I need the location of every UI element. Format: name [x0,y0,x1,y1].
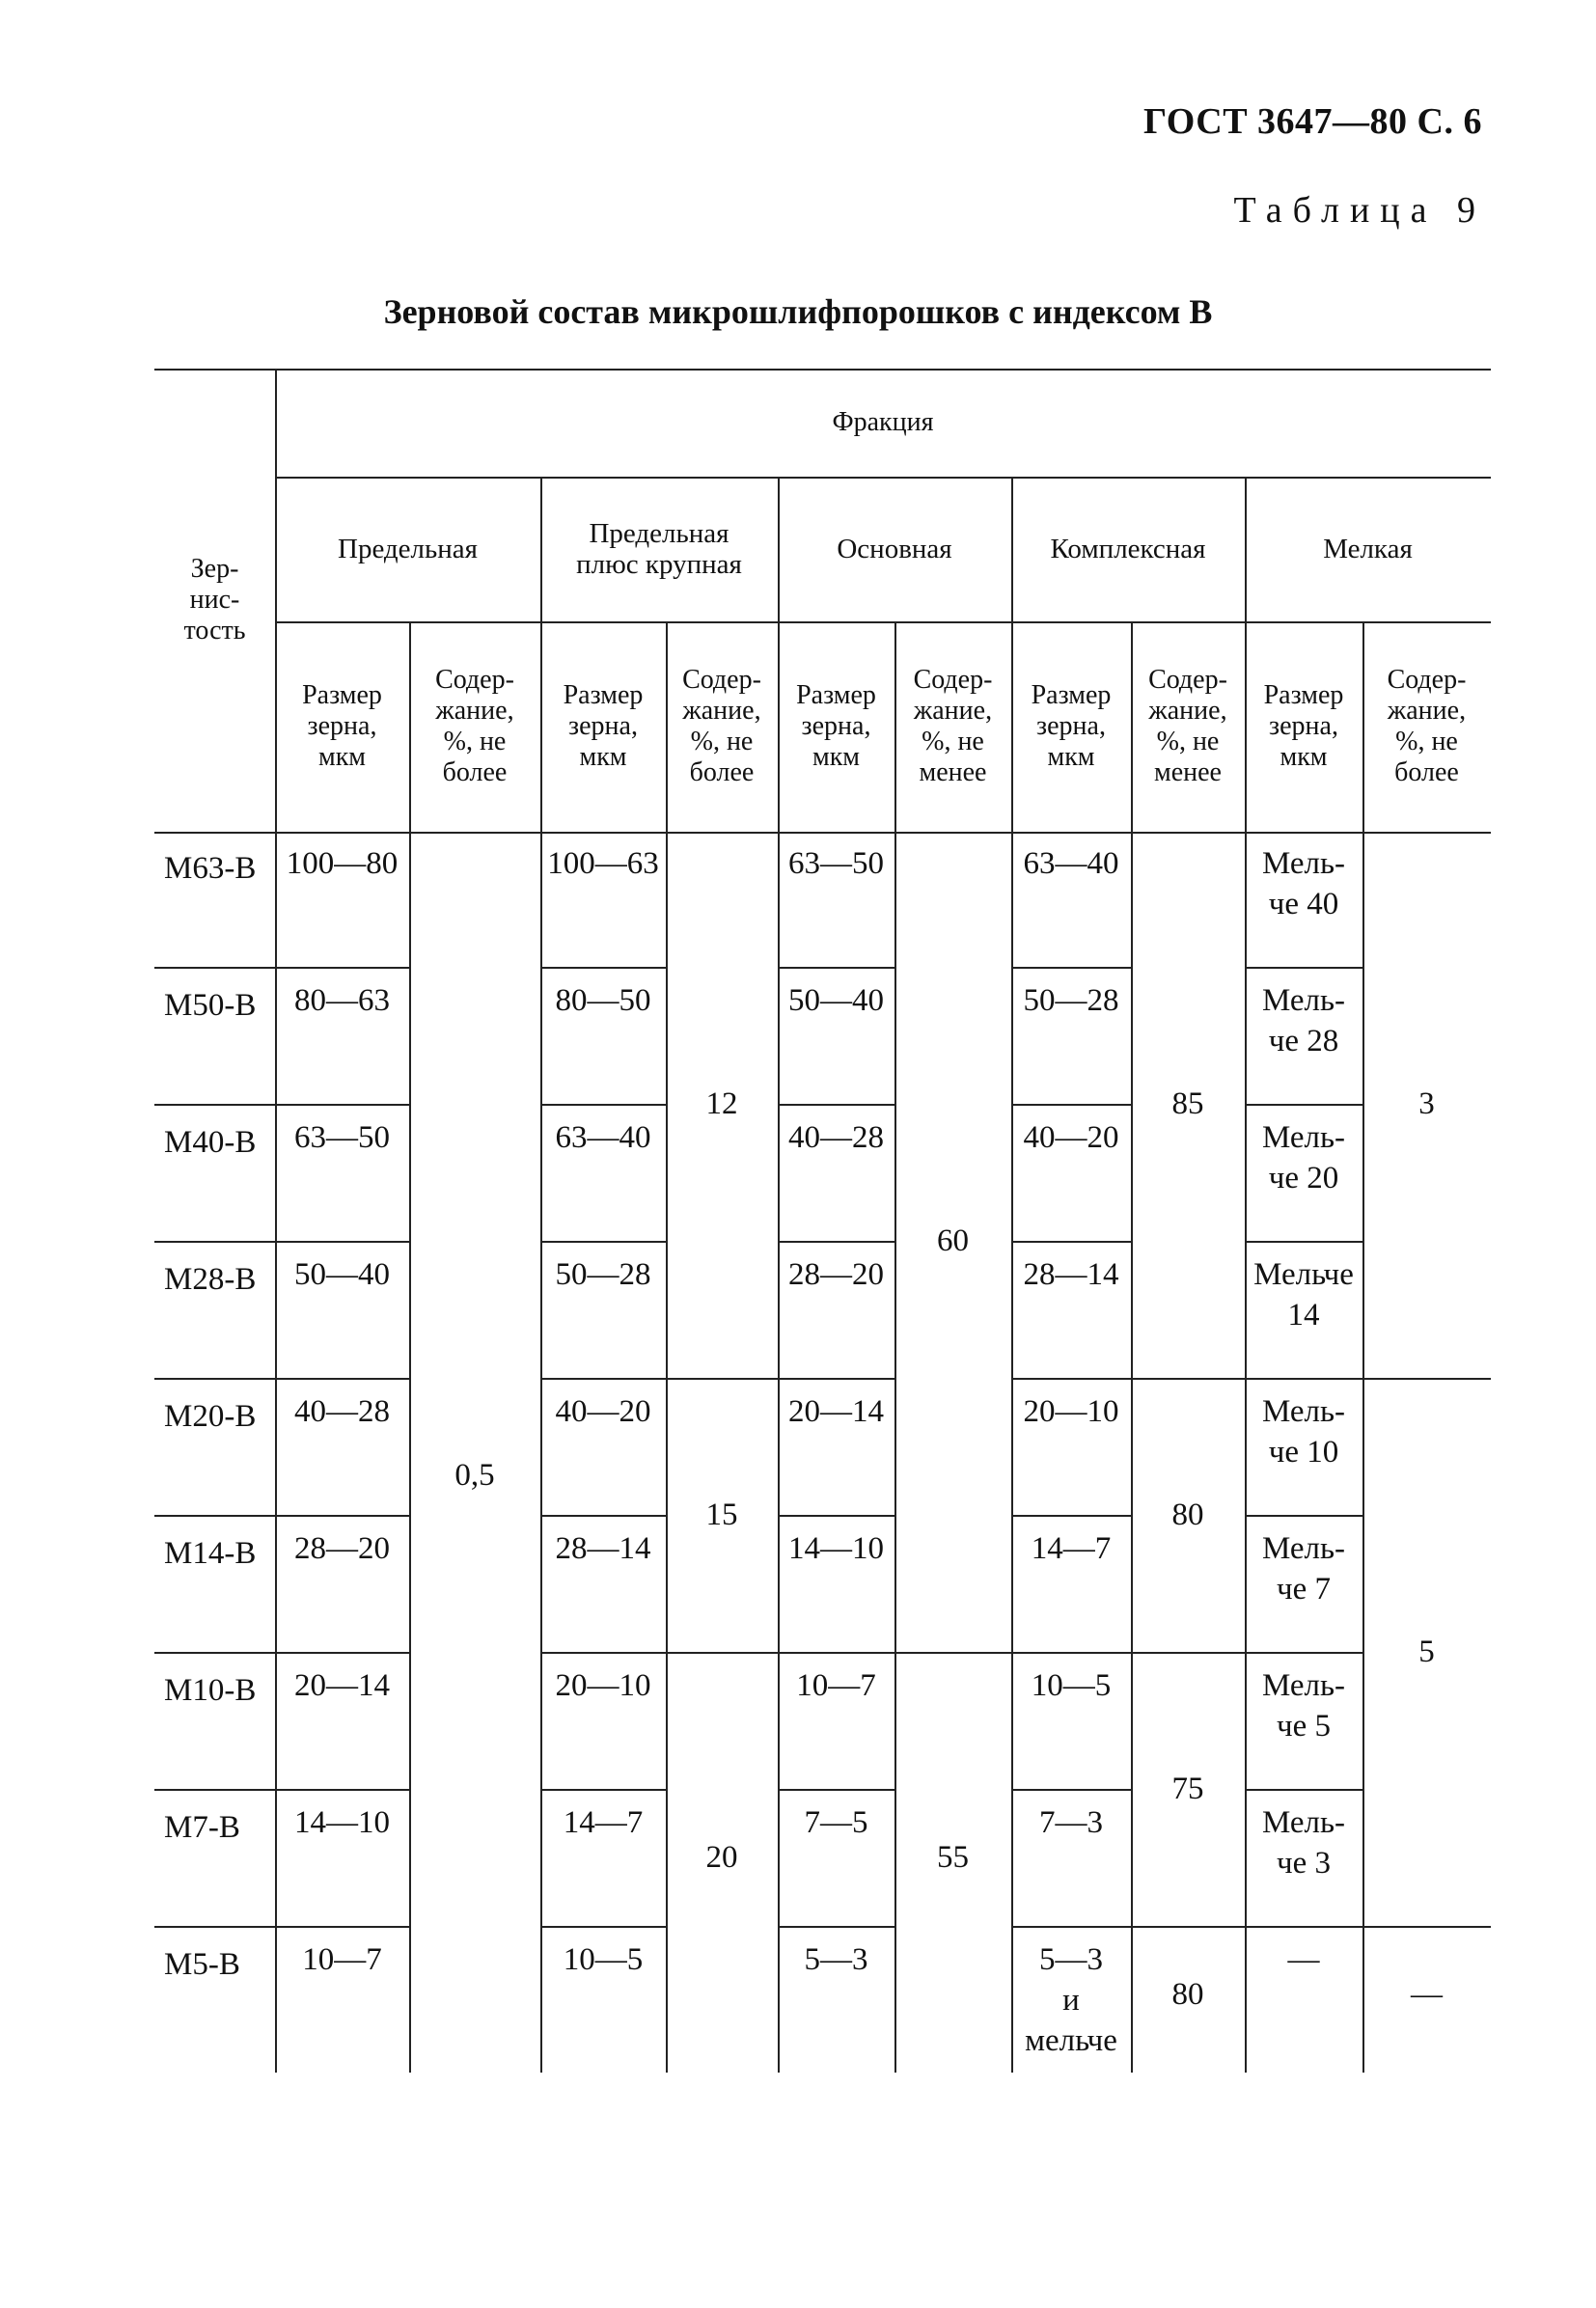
size-cell: 40—28 [294,1394,390,1429]
size-subheader: Размер зерна, мкм [302,680,382,772]
content-subheader: Содер- жание, %, не более [682,665,761,787]
content-cell: 55 [937,1840,969,1875]
content-cell: 15 [705,1497,738,1532]
content-cell: 85 [1171,1086,1204,1121]
group-limit-coarse-header: Предельная плюс крупная [576,518,742,580]
grain-composition-table [154,369,1491,2066]
size-cell: 7—5 [804,1805,868,1840]
size-cell: 63—40 [555,1120,651,1155]
group-fine-header: Мелкая [1323,534,1413,564]
size-cell: 5—3 и мельче [1025,1942,1117,2058]
size-cell: 63—50 [294,1120,390,1155]
size-cell: 40—28 [788,1120,884,1155]
size-subheader: Размер зерна, мкм [563,680,644,772]
content-subheader: Содер- жание, %, не более [1387,665,1467,787]
size-cell: Мель- че 28 [1261,983,1346,1058]
size-cell: 100—63 [547,846,659,881]
content-subheader: Содер- жание, %, не менее [1148,665,1227,787]
content-subheader: Содер- жание, %, не более [435,665,514,787]
size-cell: 50—28 [555,1257,651,1292]
size-cell: 7—3 [1039,1805,1103,1840]
size-cell: Мельче 14 [1253,1257,1354,1333]
content-cell: — [1411,1977,1443,2012]
size-cell: 50—40 [294,1257,390,1292]
size-cell: 14—10 [788,1531,884,1566]
size-cell: 63—40 [1023,846,1119,881]
size-cell: 28—20 [294,1531,390,1566]
table-rule [154,1104,275,1106]
size-cell: 14—7 [1031,1531,1112,1566]
size-cell: Мель- че 7 [1261,1531,1346,1607]
size-cell: Мель- че 20 [1261,1120,1346,1195]
size-cell: 10—7 [302,1942,382,1977]
size-cell: 10—5 [1031,1668,1112,1703]
size-cell: 40—20 [1023,1120,1119,1155]
size-cell: 40—20 [555,1394,651,1429]
content-cell: 12 [705,1086,738,1121]
size-subheader: Размер зерна, мкм [1031,680,1112,772]
table-rule [154,1515,275,1517]
grit-label: М5-В [164,1947,240,1982]
size-cell: Мель- че 10 [1261,1394,1346,1470]
size-cell: 10—5 [563,1942,644,1977]
size-cell: — [1287,1942,1320,1977]
size-cell: 80—63 [294,983,390,1018]
size-cell: 5—3 [804,1942,868,1977]
size-cell: 20—14 [788,1394,884,1429]
grit-label: М10-В [164,1673,257,1708]
group-main-header: Основная [837,534,952,564]
content-cell: 60 [937,1223,969,1258]
size-cell: 63—50 [788,846,884,881]
table-rule [154,1926,275,1928]
grit-label: М20-В [164,1399,257,1434]
size-cell: 10—7 [796,1668,876,1703]
size-cell: 50—40 [788,983,884,1018]
group-complex-header: Комплексная [1050,534,1206,564]
size-cell: Мель- че 40 [1261,846,1346,921]
grit-header: Зер- нис- тость [183,554,246,646]
size-cell: 28—14 [555,1531,651,1566]
group-limit-header: Предельная [338,534,478,564]
size-cell: 80—50 [555,983,651,1018]
content-subheader: Содер- жание, %, не менее [913,665,993,787]
size-cell: 14—10 [294,1805,390,1840]
size-cell: 28—14 [1023,1257,1119,1292]
table-rule [154,1378,275,1380]
size-cell: 20—10 [1023,1394,1119,1429]
size-cell: 14—7 [563,1805,644,1840]
content-cell: 80 [1171,1497,1204,1532]
content-cell: 0,5 [454,1458,495,1493]
grit-label: М50-В [164,988,257,1023]
size-cell: 28—20 [788,1257,884,1292]
table-rule [154,967,275,969]
table-rule [154,1789,275,1791]
size-cell: 20—14 [294,1668,390,1703]
document-header: ГОСТ 3647—80 С. 6 [1143,101,1482,142]
grit-label: М28-В [164,1262,257,1297]
fraction-header: Фракция [832,407,934,437]
size-cell: Мель- че 5 [1261,1668,1346,1744]
content-cell: 5 [1418,1635,1435,1669]
grit-label: М14-В [164,1536,257,1571]
size-cell: 20—10 [555,1668,651,1703]
size-cell: Мель- че 3 [1261,1805,1346,1881]
grit-label: М63-В [164,851,257,886]
grit-label: М7-В [164,1810,240,1845]
content-cell: 75 [1171,1772,1204,1806]
size-cell: 100—80 [286,846,399,881]
table-number: Таблица 9 [1233,190,1486,231]
size-cell: 50—28 [1023,983,1119,1018]
content-cell: 20 [705,1840,738,1875]
table-title: Зерновой состав микрошлифпорошков с индексом В [383,292,1213,331]
content-cell: 3 [1418,1086,1435,1121]
content-cell: 80 [1171,1977,1204,2012]
table-rule [154,1241,275,1243]
size-subheader: Размер зерна, мкм [796,680,876,772]
table-rule [154,1652,275,1654]
grit-label: М40-В [164,1125,257,1160]
size-subheader: Размер зерна, мкм [1263,680,1344,772]
